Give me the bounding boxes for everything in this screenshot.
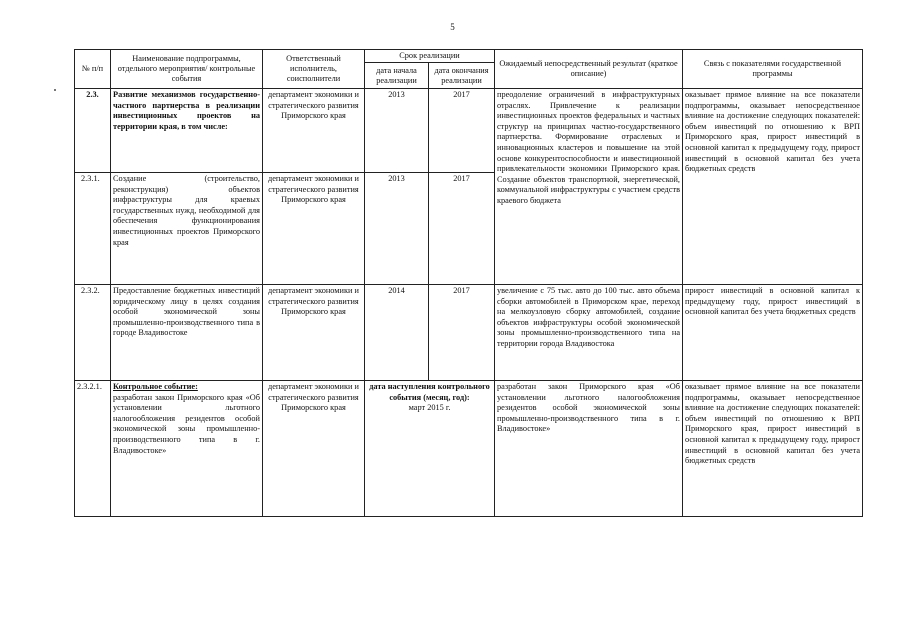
row-num: 2.3.1. bbox=[75, 173, 111, 285]
header-responsible: Ответственный исполнитель, соисполнители bbox=[263, 50, 365, 89]
program-table bbox=[74, 49, 863, 517]
page-number: 5 bbox=[450, 22, 455, 32]
header-result: Ожидаемый непосредственный результат (краткое описание) bbox=[495, 50, 683, 89]
row-link: оказывает прямое влияние на все показатели подпрограммы, оказывает непосредственное влияние на достижение следующих показателей: объем инвестиций по отношению к ВРП Приморского края, прирост инвестиций в основной капитал к предыдущему году, прирост инвестиций в основной капитал без учета бюджетных средств bbox=[683, 381, 863, 517]
table-row bbox=[75, 285, 863, 381]
header-link: Связь с показателями государственной программы bbox=[683, 50, 863, 89]
row-name-cell bbox=[111, 381, 263, 517]
row-end: 2017 bbox=[429, 89, 495, 173]
row-result: преодоление ограничений в инфраструктурных отраслях. Привлечение к реализации инвестиционных проектов федеральных и частных структур на принципах частно-государственного партнерства. Формирование отраслевых и инновационных кластеров и повышение на этой основе конкурентоспособности и инвестиционной привлекательности экономики Приморского края. Создание объектов транспортной, энергетической, коммунальной инфраструктуры с участием средств краевого бюджета bbox=[495, 89, 683, 285]
header-name: Наименование подпрограммы, отдельного мероприятия/ контрольные события bbox=[111, 50, 263, 89]
row-result: разработан закон Приморского края «Об установлении льготного налогообложения резидентов особой экономической зоны промышленно-производственного типа в г. Владивостоке» bbox=[495, 381, 683, 517]
row-name: разработан закон Приморского края «Об установлении льготного налогообложения резидентов особой экономической зоны промышленно-производственного типа в г. Владивостоке» bbox=[113, 392, 260, 455]
header-period: Срок реализации bbox=[365, 50, 495, 63]
row-link: оказывает прямое влияние на все показатели подпрограммы, оказывает непосредственное влияние на достижение следующих показателей: объем инвестиций по отношению к ВРП Приморского края, прирост инвестиций в основной капитал к предыдущему году, прирост инвестиций в основной капитал без учета бюджетных средств bbox=[683, 89, 863, 285]
row-end: 2017 bbox=[429, 285, 495, 381]
row-name: Развитие механизмов государственно-частного партнерства в реализации инвестиционных проектов на территории края, в том числе: bbox=[111, 89, 263, 173]
table-row bbox=[75, 89, 863, 173]
row-responsible: департамент экономики и стратегического развития Приморского края bbox=[263, 381, 365, 517]
row-name: Предоставление бюджетных инвестиций юридическому лицу в целях создания особой экономической зоны промышленно-производственного типа в городе Владивостоке bbox=[111, 285, 263, 381]
scan-mark bbox=[54, 89, 56, 91]
row-name: Создание (строительство, реконструкция) объектов инфраструктуры для краевых государственных нужд, необходимой для обеспечения функционирования инвестиционных проектов Приморского края bbox=[111, 173, 263, 285]
row-start: 2013 bbox=[365, 173, 429, 285]
row-responsible: департамент экономики и стратегического развития Приморского края bbox=[263, 89, 365, 173]
table-row bbox=[75, 381, 863, 517]
control-date-value: март 2015 г. bbox=[408, 403, 451, 413]
row-responsible: департамент экономики и стратегического развития Приморского края bbox=[263, 285, 365, 381]
header-start: дата начала реализации bbox=[365, 63, 429, 89]
row-result: увеличение с 75 тыс. авто до 100 тыс. авто объема сборки автомобилей в Приморском крае, переход на мелкоузловую сборку автомобилей, создание объектов инфраструктуры особой экономической зоны промышленно-производственного типа на территории города Владивостока bbox=[495, 285, 683, 381]
control-event-title: Контрольное событие: bbox=[113, 382, 198, 391]
row-num: 2.3.2.1. bbox=[75, 381, 111, 517]
control-date-title: дата наступления контрольного события (месяц, год): bbox=[369, 382, 490, 402]
control-date-cell bbox=[365, 381, 495, 517]
row-start: 2014 bbox=[365, 285, 429, 381]
row-num: 2.3.2. bbox=[75, 285, 111, 381]
row-start: 2013 bbox=[365, 89, 429, 173]
row-num: 2.3. bbox=[75, 89, 111, 173]
row-end: 2017 bbox=[429, 173, 495, 285]
header-end: дата окончания реализации bbox=[429, 63, 495, 89]
row-link: прирост инвестиций в основной капитал к предыдущему году, прирост инвестиций в основной капитал без учета бюджетных средств bbox=[683, 285, 863, 381]
header-num: № п/п bbox=[75, 50, 111, 89]
row-responsible: департамент экономики и стратегического развития Приморского края bbox=[263, 173, 365, 285]
